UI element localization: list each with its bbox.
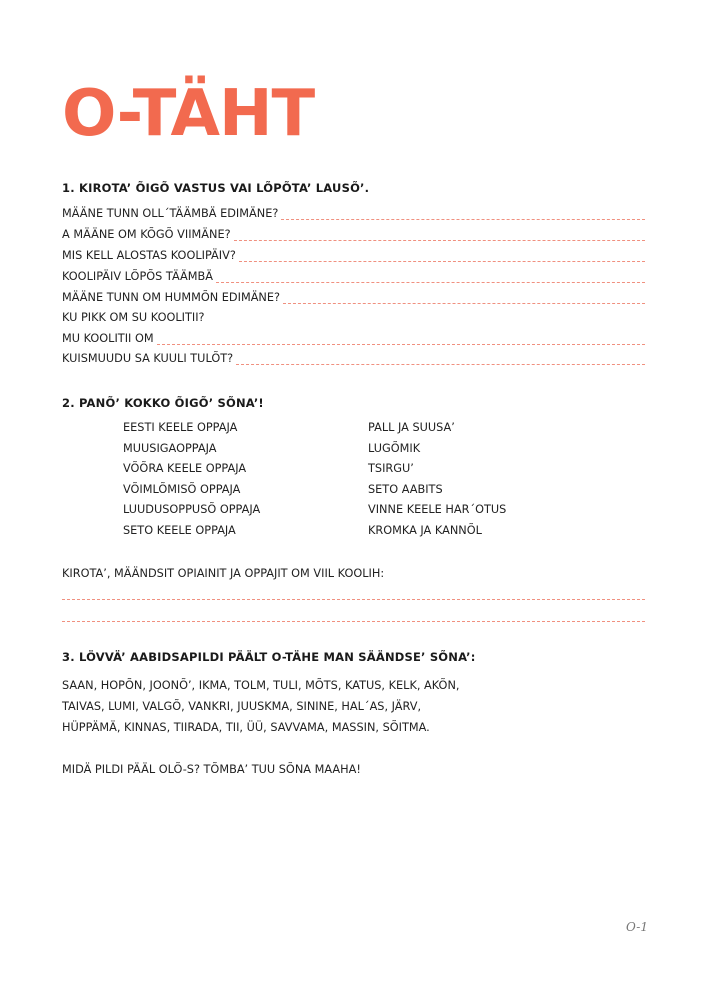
question-text: KU PIKK OM SU KOOLITII? xyxy=(62,311,205,324)
list-item[interactable]: SETO KEELE OPPAJA xyxy=(123,523,236,537)
teacher-list xyxy=(123,418,260,541)
question-1 xyxy=(62,207,645,221)
answer-blank[interactable] xyxy=(216,282,645,283)
page-title: O-TÄHT xyxy=(62,77,315,151)
list-item[interactable]: VÕIMLÕMISÕ OPPAJA xyxy=(123,482,241,496)
question-8 xyxy=(62,352,645,366)
word-line: SAAN, HOPÕN, JOONÕ’, IKMA, TOLM, TULI, MÕTS, KATUS, KELK, AKÕN, xyxy=(62,679,460,692)
write-prompt: KIROTA’, MÄÄNDSIT OPIAINIT JA OPPAJIT OM VIIL KOOLIH: xyxy=(62,567,385,580)
question-text: MIS KELL ALOSTAS KOOLIPÄIV? xyxy=(62,249,236,262)
list-item[interactable]: TSIRGU’ xyxy=(368,462,414,475)
answer-line[interactable] xyxy=(62,599,645,600)
list-item[interactable]: LUGÕMIK xyxy=(368,441,421,455)
question-4 xyxy=(62,270,645,284)
question-text: KOOLIPÄIV LÕPÕS TÄÄMBÄ xyxy=(62,270,213,283)
question-7 xyxy=(62,332,645,346)
answer-blank[interactable] xyxy=(157,344,645,345)
page-number: O-1 xyxy=(626,920,648,934)
answer-blank[interactable] xyxy=(236,364,645,365)
question-text: A MÄÄNE OM KÕGÕ VIIMÄNE? xyxy=(62,228,231,241)
answer-line[interactable] xyxy=(62,621,645,622)
question-5 xyxy=(62,291,645,305)
answer-blank[interactable] xyxy=(239,261,645,262)
list-item[interactable]: PALL JA SUUSA’ xyxy=(368,421,455,434)
item-list xyxy=(368,418,506,541)
question-3 xyxy=(62,249,645,263)
section-3-heading: 3. LÖVVÄ’ AABIDSAPILDI PÄÄLT O-TÄHE MAN SÄÄNDSE’ SÕNA’: xyxy=(62,650,476,664)
question-text: MÄÄNE TUNN OLL´TÄÄMBÄ EDIMÄNE? xyxy=(62,207,279,220)
question-text: KUISMUUDU SA KUULI TULÕT? xyxy=(62,352,234,365)
section-2-heading: 2. PANÕ’ KOKKO ÕIGÕ’ SÕNA’! xyxy=(62,396,264,410)
answer-blank[interactable] xyxy=(234,240,645,241)
question-2 xyxy=(62,228,645,242)
question-6 xyxy=(62,311,645,325)
section-1-heading: 1. KIROTA’ ÕIGÕ VASTUS VAI LÕPÕTA’ LAUSÕ’. xyxy=(62,181,370,195)
list-item[interactable]: EESTI KEELE OPPAJA xyxy=(123,421,238,434)
list-item[interactable]: KROMKA JA KANNÕL xyxy=(368,523,482,537)
word-line: HÜPPÄMÄ, KINNAS, TIIRADA, TII, ÜÜ, SAVVAMA, MASSIN, SÕITMA. xyxy=(62,721,430,734)
word-list xyxy=(62,675,652,738)
question-text: MÄÄNE TUNN OM HUMMÕN EDIMÄNE? xyxy=(62,291,281,304)
answer-blank[interactable] xyxy=(281,219,645,220)
list-item[interactable]: LUUDUSOPPUSÕ OPPAJA xyxy=(123,503,261,516)
word-line: TAIVAS, LUMI, VALGÕ, VANKRI, JUUSKMA, SININE, HAL´AS, JÄRV, xyxy=(62,700,422,713)
question-text: MU KOOLITII OM xyxy=(62,332,154,345)
list-item[interactable]: MUUSIGAOPPAJA xyxy=(123,441,217,455)
list-item[interactable]: VINNE KEELE HAR´OTUS xyxy=(368,503,507,516)
list-item[interactable]: VÕÕRA KEELE OPPAJA xyxy=(123,462,247,475)
answer-blank[interactable] xyxy=(283,303,645,304)
final-prompt: MIDÄ PILDI PÄÄL OLÕ-S? TÕMBA’ TUU SÕNA MAAHA! xyxy=(62,763,361,776)
list-item[interactable]: SETO AABITS xyxy=(368,482,443,496)
